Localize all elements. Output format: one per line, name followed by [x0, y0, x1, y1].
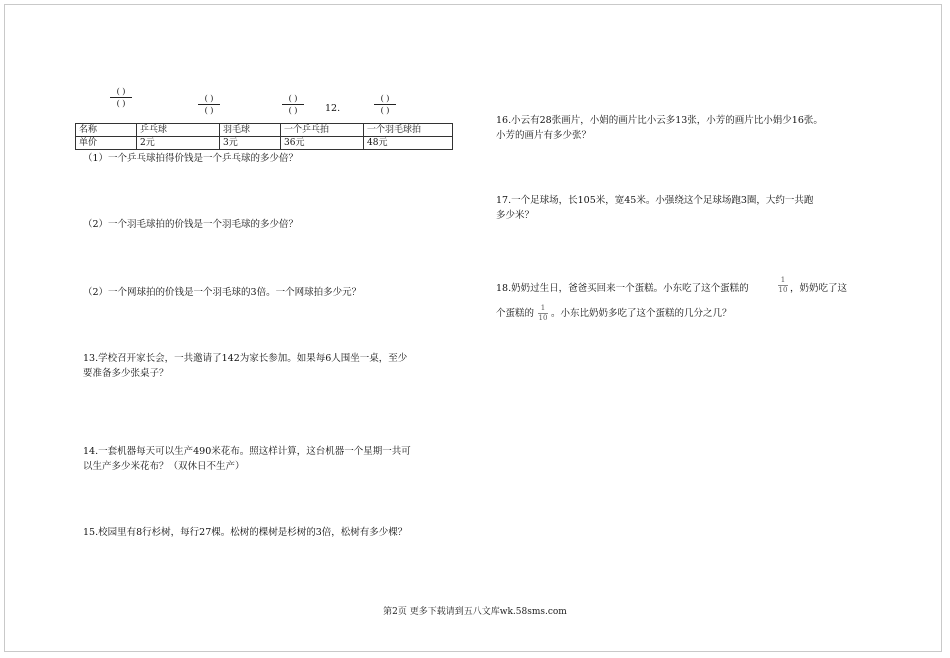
denominator: 10 [538, 314, 548, 322]
question-18-line-1a: 18.奶奶过生日，爸爸买回来一个蛋糕。小东吃了这个蛋糕的 [496, 283, 749, 294]
table-header-row [76, 124, 453, 137]
table-cell: 一个羽毛球拍 [364, 124, 453, 137]
fraction-blank-1 [108, 87, 134, 108]
table-cell: 2元 [137, 137, 220, 150]
numerator: 1 [540, 304, 546, 312]
question-16-line-1: 16.小云有28张画片，小娟的画片比小云多13张，小芳的画片比小娟少16张。 [496, 115, 823, 126]
question-12-sub-3: （2）一个网球拍的价钱是一个羽毛球的3倍。一个网球拍多少元？ [83, 287, 362, 298]
fraction-blank-3 [280, 94, 306, 115]
question-12-sub-1: （1）一个乒乓球拍得价钱是一个乒乓球的多少倍？ [83, 153, 299, 164]
question-17-line-2: 多少米？ [496, 210, 535, 221]
denominator: ( ) [288, 106, 298, 115]
fraction-one-tenth-1 [778, 277, 788, 294]
page-border [4, 4, 942, 652]
question-18-line-1b: ，奶奶吃了这 [790, 283, 848, 294]
numerator: ( ) [116, 87, 126, 96]
question-12-sub-2: （2）一个羽毛球拍的价钱是一个羽毛球的多少倍？ [83, 219, 299, 230]
denominator: 10 [778, 286, 788, 294]
question-14-line-2: 以生产多少米花布？（双休日不生产） [83, 461, 245, 472]
question-15-line-1: 15.校园里有8行杉树，每行27棵。松树的棵树是杉树的3倍，松树有多少棵？ [83, 527, 408, 538]
table-cell: 名称 [76, 124, 137, 137]
fraction-one-tenth-2 [538, 305, 548, 322]
question-17-line-1: 17.一个足球场，长105米，宽45米。小强绕这个足球场跑3圈，大约一共跑 [496, 195, 814, 206]
fraction-bar [374, 104, 396, 105]
numerator: ( ) [288, 94, 298, 103]
table-cell: 羽毛球 [220, 124, 281, 137]
table-cell: 36元 [281, 137, 364, 150]
table-cell: 48元 [364, 137, 453, 150]
question-18-line-2b: 。小东比奶奶多吃了这个蛋糕的几分之几？ [551, 308, 732, 319]
numerator: ( ) [380, 94, 390, 103]
question-16-line-2: 小芳的画片有多少张？ [496, 130, 592, 141]
question-18-line-2a: 个蛋糕的 [496, 308, 535, 319]
price-table [75, 123, 453, 150]
question-13-line-1: 13.学校召开家长会，一共邀请了142为家长参加。如果每6人围坐一桌，至少 [83, 353, 408, 364]
numerator: 1 [780, 276, 786, 284]
fraction-blank-2 [196, 94, 222, 115]
denominator: ( ) [204, 106, 214, 115]
page-footer: 第2页 更多下载请到五八文库wk.58sms.com [383, 607, 567, 617]
fraction-blank-4 [372, 94, 398, 115]
fraction-bar [110, 97, 132, 98]
table-cell: 一个乒乓拍 [281, 124, 364, 137]
denominator: ( ) [380, 106, 390, 115]
question-12-number: 12. [325, 103, 341, 114]
table-cell: 乒乓球 [137, 124, 220, 137]
fraction-bar [198, 104, 220, 105]
table-row [76, 137, 453, 150]
question-14-line-1: 14.一套机器每天可以生产490米花布。照这样计算，这台机器一个星期一共可 [83, 446, 411, 457]
table-cell: 单价 [76, 137, 137, 150]
numerator: ( ) [204, 94, 214, 103]
denominator: ( ) [116, 99, 126, 108]
fraction-bar [282, 104, 304, 105]
table-cell: 3元 [220, 137, 281, 150]
question-13-line-2: 要准备多少张桌子？ [83, 368, 169, 379]
